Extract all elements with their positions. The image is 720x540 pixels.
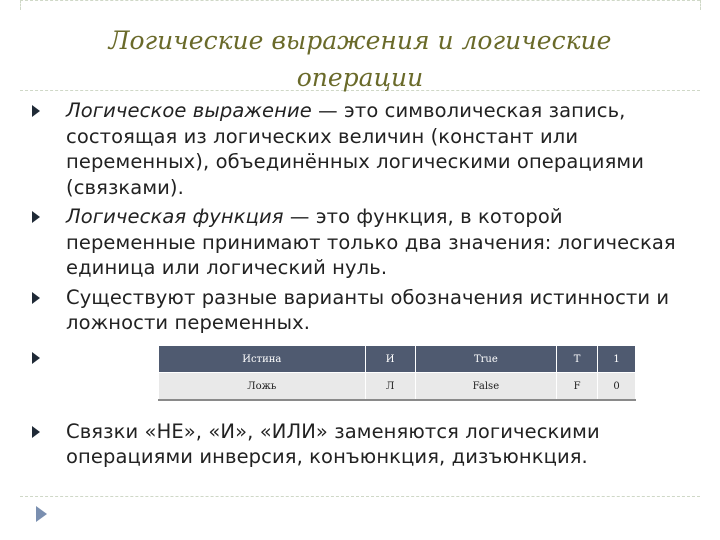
top-border-line (20, 0, 700, 1)
bullet-text: Связки «НЕ», «И», «ИЛИ» заменяются логическими операциями инверсия, конъюнкция, дизъюнкция. (66, 419, 600, 468)
bullet-arrow-icon (32, 352, 40, 364)
next-slide-arrow-icon[interactable] (36, 506, 47, 522)
bullet-text: Существуют разные варианты обозначения истинности и ложности переменных. (66, 285, 670, 334)
bullet-item (32, 98, 682, 200)
bottom-divider-line (20, 496, 700, 497)
term-logical-expression: Логическое выражение (66, 99, 312, 122)
table-cell: Ложь (159, 373, 366, 401)
bullet-item (32, 204, 682, 281)
table-cell: F (557, 373, 598, 401)
table-row-true (159, 346, 636, 373)
bullet-text: — это функция, в которой переменные принимают только два значения: логическая единица или логический нуль. (66, 205, 676, 279)
table-cell: True (415, 346, 556, 373)
bullet-arrow-icon (32, 105, 40, 117)
table-cell: 1 (598, 346, 636, 373)
bullet-item (32, 285, 682, 336)
left-border-line (20, 0, 21, 10)
table-cell: 0 (598, 373, 636, 401)
right-border-line (700, 0, 701, 10)
table-cell: И (365, 346, 415, 373)
table-cell: False (415, 373, 556, 401)
bullet-text: — это символическая запись, состоящая из логических величин (констант или переменных), объединённых логическими операциями (связками). (66, 99, 644, 199)
table-row-false (159, 373, 636, 401)
bullet-arrow-icon (32, 292, 40, 304)
table-cell: T (557, 346, 598, 373)
table-cell: Истина (159, 346, 366, 373)
bullet-arrow-icon (32, 211, 40, 223)
slide-title: Логические выражения и логические операции (108, 26, 612, 92)
bullet-arrow-icon (32, 426, 40, 438)
term-logical-function: Логическая функция (66, 205, 284, 228)
table-cell: Л (365, 373, 415, 401)
truth-notation-table (158, 345, 636, 401)
bullet-list (32, 98, 682, 470)
bullet-item (32, 419, 682, 470)
